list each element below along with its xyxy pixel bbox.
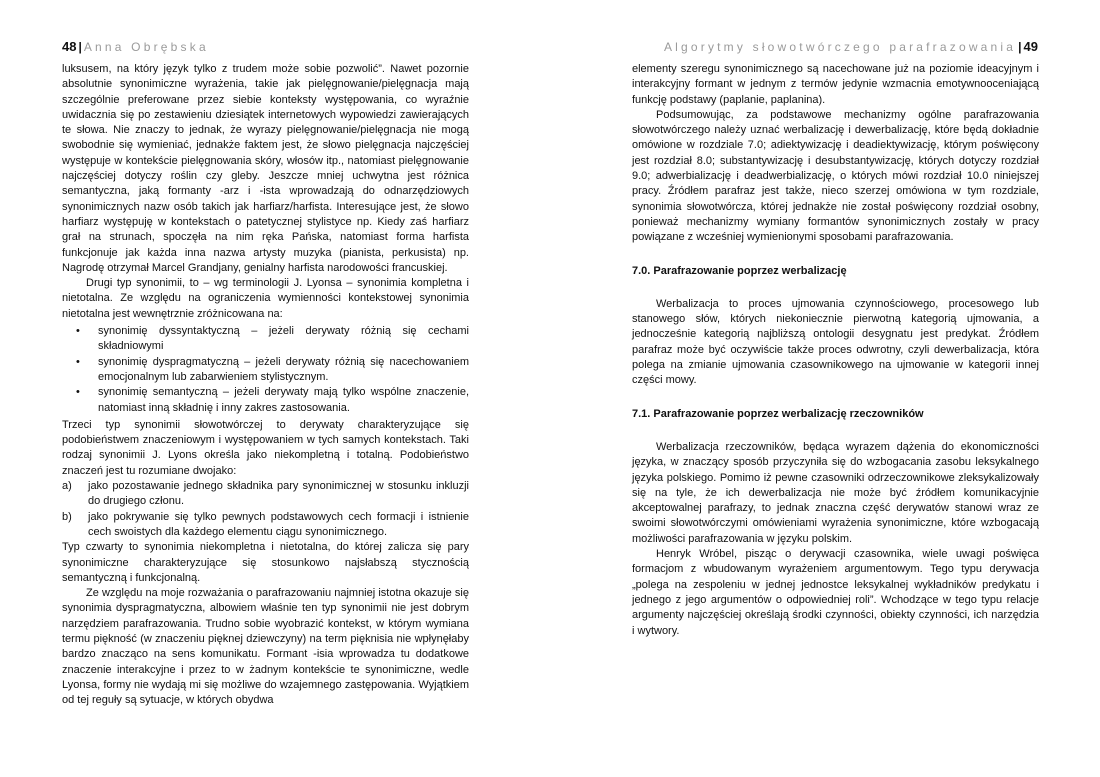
paragraph: Typ czwarty to synonimia niekompletna i nietotalna, do której zalicza się pary synonimiczne charakteryzujące się stosunkowo najsłabszą stycznością semantyczną i funkcjonalną. — [62, 541, 469, 584]
lettered-item — [62, 510, 469, 541]
paragraph: Werbalizacja to proces ujmowania czynnościowego, procesowego lub stanowego słów, których niekoniecznie pierwotną kategorią ujmowania, a jednocześnie kategorią najbliższą ontologii desygnatu jest predykat. Źródłem parafraz może być oczywiście także proces odwrotny, czyli dewerbalizacja, która polega na zmianie ujmowania czasownikowego na ujmowanie w kategorii innej części mowy. — [632, 297, 1039, 387]
paragraph: Drugi typ synonimii, to – wg terminologii J. Lyonsa – synonimia kompletna i nietotalna. Ze względu na ograniczenia wymienności kontekstowej synonimia nietotalna jest wewnętrznie zróżnicowana na: — [62, 277, 469, 320]
page-number: 48 — [62, 39, 77, 54]
bullet-list — [62, 324, 469, 416]
paragraph: Podsumowując, za podstawowe mechanizmy ogólne parafrazowania słowotwórczego należy uznać werbalizację i dewerbalizację, które będą dokładnie omówione w rozdziale 7.0; adiektywizację i deadiektywizację, którym poświęcony jest rozdział 8.0; substantywizację i desubstantywizację, których dotyczy rozdział 9.0; adwerbializację i deadwerbializację, o których mówi rozdział 10.0 niniejszej pracy. Źródłem parafraz jest także, nieco szerzej omówiona w tym rozdziale, synonimia słowotwórcza, której jednakże nie został poświęcony rozdział osobny, ponieważ mechanizmy wymiany formantów synonimicznych zostały w pracy powiązane z wcześniej wymienionymi sposobami parafrazowania. — [632, 108, 1039, 244]
header-separator: | — [78, 40, 82, 54]
paragraph: elementy szeregu synonimicznego są nacechowane już na poziomie ideacyjnym i interakcyjny formant w jednym z termów jedynie wzmacnia emotywnooceniającą funkcję podstawy (paplanie, paplanina). — [632, 63, 1039, 106]
page-number: 49 — [1023, 39, 1038, 54]
lettered-list — [62, 479, 469, 540]
bullet-item: • synonimię dyspragmatyczną – jeżeli derywaty różnią się nacechowaniem emocjonalnym lub zabarwieniem stylistycznym. — [98, 355, 469, 386]
paragraph: luksusem, na który język tylko z trudem może sobie pozwolić”. Nawet pozornie absolutnie synonimiczne wyrażenia, takie jak pielęgnowanie/pielęgnacja mają szczególnie preferowane przez siebie konteksty występowania, co wyraźnie uwidacznia się po zestawieniu dziesiątek internetowych wypowiedzi zawierających te słowa. Nie znaczy to jednak, że wyrazy pielęgnowanie/pielęgnacja nie mogą swobodnie się wymieniać, jednakże faktem jest, że słowo pielęgnacja najczęściej występuje w kontekście pielęgnowania skóry, włosów itp., natomiast pielęgnowanie najczęściej dotyczy roślin czy gleby. Jeszcze mniej uchwytna jest różnica semantyczna, jaką formanty -arz i -ista wprowadzają do odnarzędziowych synonimicznych nazw osób takich jak harfiarz/harfista. Interesujące jest, że słowo harfiarz występuję w kontekstach o patetycznej stylistyce np. Kiedy zaś harfiarz grał na strunach, spoczęła na nim ręka Pańska, natomiast forma harfista funkcjonuje jak każda inna nazwa artysty muzyka (pianista, perkusista) np. Nagrodę otrzymał Marcel Grandjany, genialny harfista narodowości francuskiej. — [62, 63, 469, 274]
lettered-item-text: jako pozostawanie jednego składnika pary synonimicznej w stosunku inkluzji do drugiego członu. — [88, 480, 469, 508]
right-running-header — [664, 39, 1038, 54]
subsection-heading: 7.1. Parafrazowanie poprzez werbalizację rzeczowników — [632, 407, 924, 420]
left-body-text — [62, 62, 469, 708]
left-running-header — [62, 39, 209, 54]
bullet-item: • synonimię semantyczną – jeżeli derywaty mają tylko wspólne znaczenie, natomiast inną składnię i inny zakres zastosowania. — [98, 385, 469, 416]
paragraph: Trzeci typ synonimii słowotwórczej to derywaty charakteryzujące się podobieństwem znaczeniowym i występowaniem w tych samych kontekstach. Taki rodzaj synonimii J. Lyons określa jako niekompletną i totalną. Podobieństwo znaczeń jest tu rozumiane dwojako: — [62, 418, 469, 477]
book-title: Algorytmy słowotwórczego parafrazowania — [663, 40, 1017, 54]
paragraph: Henryk Wróbel, pisząc o derywacji czasownika, wiele uwagi poświęca formacjom z wbudowanym wyrażeniem argumentowym. Tego typu derywacja „polega na zespoleniu w jednej jednostce leksykalnej wykładników predykatu i jednego z jego argumentów o odpowiedniej roli”. Wchodzące w tego typu relacje argumenty najczęściej określają środki czynności, obiekty czynności, ich narzędzia i wytwory. — [632, 548, 1039, 637]
lettered-item — [62, 479, 469, 510]
author-name: Anna Obrębska — [83, 40, 209, 54]
bullet-item: • synonimię dyssyntaktyczną – jeżeli derywaty różnią się cechami składniowymi — [98, 324, 469, 355]
right-body-text — [632, 62, 1039, 639]
list-marker: b) — [62, 510, 72, 523]
section-heading: 7.0. Parafrazowanie poprzez werbalizację — [632, 264, 847, 277]
paragraph: Werbalizacja rzeczowników, będąca wyrazem dążenia do ekonomiczności języka, w znaczący sposób przyczyniła się do wzbogacania zasobu leksykalnego języka polskiego. Pomimo iż pewne czasowniki odrzeczownikowe zleksykalizowały się na tyle, że ich dewerbalizacja nie może być źródłem komunikacyjnie akceptowalnej parafrazy, to jednak znaczna część derywatów stanowi wraz ze swoimi słowotwórczymi omówieniami wyrażenia synonimiczne, które wzbogacają możliwości parafrazowania w języku polskim. — [632, 440, 1039, 545]
header-separator: | — [1018, 40, 1022, 54]
paragraph: Ze względu na moje rozważania o parafrazowaniu najmniej istotna okazuje się synonimia dyspragmatyczna, albowiem właśnie ten typ synonimii nie jest dobrym narzędziem parafrazowania. Trudno sobie wyobrazić kontekst, w którym wymiana termu piękność (w znaczeniu pięknej dziewczyny) na term pięknisia nie wpłynęłaby bardzo znacząco na sens komunikatu. Formant -isia wprowadza tu dodatkowe znaczenie interakcyjne i przez to w żadnym kontekście te synonimiczne, wedle Lyonsa, formy nie wydają mi się możliwe do wzajemnego zastępowania. Wyjątkiem od tej reguły są sytuacje, w których obydwa — [62, 587, 469, 707]
lettered-item-text: jako pokrywanie się tylko pewnych podstawowych cech formacji i istnienie cech swoistych dla każdego elementu ciągu synonimicznego. — [88, 510, 469, 538]
list-marker: a) — [62, 480, 72, 493]
